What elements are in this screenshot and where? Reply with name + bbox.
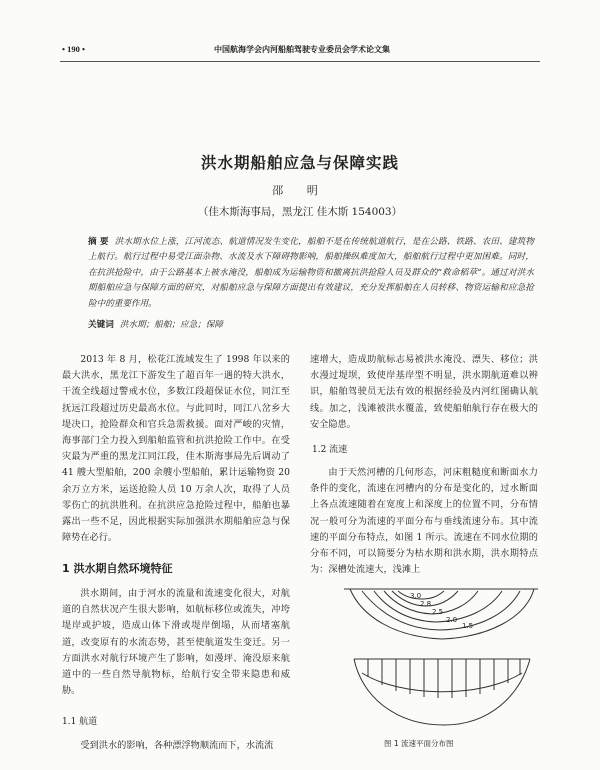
article-author: 邵 明 (272, 184, 328, 197)
page-number: • 190 • (62, 44, 85, 54)
header-rule (60, 61, 540, 62)
section-1-2-paragraph: 由于天然河槽的几何形态，河床粗糙度和断面水力条件的变化，流速在河槽内的分布是变化的，过水断面上各点流速随着在宽度上和深度上的位置不同，分布情况一般可分为流速的平面分布与垂线流速分布。其中流速的平面分布特点，如图 1 所示。流速在不同水位期的分布不同，可以简要分为枯水期和洪水期，洪水期特点为：深槽处流速大，浅滩上 (310, 467, 538, 576)
section-1-heading: 1 洪水期自然环境特征 (62, 562, 173, 575)
article-title: 洪水期船舶应急与保障实践 (200, 154, 399, 172)
keywords-text: 洪水期；船舶；应急；保障 (119, 320, 223, 330)
page-header (62, 44, 540, 58)
contour-label: 1.5 (462, 622, 474, 630)
intro-paragraph: 2013 年 8 月，松花江流域发生了 1998 年以来的最大洪水，黑龙江下游发生了超百年一遇的特大洪水，干流全线超过警戒水位，多数江段超保证水位，同江至抚远江段超过历史最高水位。与此同时，同江八岔乡大堤决口，抢险群众和官兵急需救援。面对严峻的灾情，海事部门全力投入到船舶监管和抗洪抢险工作中。在受灾最为严重的黑龙江同江段，佳木斯海事局先后调动了 41 艘大型船舶，200 余艘小型船舶，累计运输物资 20 余万立方米，运送抢险人员 10 万余人次，取得了人员零伤亡的抗洪胜利。在抗洪应急抢险过程中，船舶也暴露出一些不足，因此根据实际加强洪水期船舶应急与保障势在必行。 (62, 354, 290, 544)
right-column-top (310, 352, 538, 433)
author-affiliation: （佳木斯海事局，黑龙江 佳木斯 154003） (197, 206, 403, 218)
left-column-intro (62, 352, 290, 546)
left-column-section1 (62, 586, 290, 699)
velocity-profile (354, 659, 530, 725)
right-column-section12 (310, 465, 538, 578)
continuation-paragraph: 速增大，造成助航标志易被洪水淹没、漂失、移位；洪水漫过堤坝，致使岸基岸型不明显，洪水期航道难以辨识，船舶驾驶员无法有效的根据经验及内河红图确认航线。加之，浅滩被洪水覆盖，致使船舶航行存在极大的安全隐患。 (310, 354, 538, 430)
left-column-tail (62, 738, 290, 754)
section-1-paragraph: 洪水期间，由于河水的流量和流速变化很大，对航道的自然状况产生很大影响，如航标移位或流失，冲垮堤岸或护坡，造成山体下滑或堤岸倒塌，从而堵塞航道，改变原有的水流态势，甚至使航道发生变迁。另一方面洪水对航行环境产生了影响，如漫坪、淹没原来航道中的一些自然导航物标，给航行安全带来隐患和威胁。 (62, 588, 290, 697)
keywords (88, 318, 534, 330)
flow-velocity-figure (340, 585, 540, 730)
abstract-label: 摘 要 (88, 237, 109, 247)
contour-label: 3.0 (410, 592, 422, 600)
contour-label: 2.8 (420, 600, 432, 608)
contour-label: 2.0 (446, 616, 458, 624)
velocity-distribution-curve (362, 673, 522, 692)
subsection-1-1-heading: 1.1 航道 (62, 717, 98, 727)
subsection-1-2-heading: 1.2 流速 (312, 445, 348, 455)
figure-caption: 图 1 流速平面分布图 (384, 739, 454, 748)
abstract (88, 235, 534, 312)
contour-labels (410, 592, 473, 630)
keywords-label: 关键词 (88, 320, 114, 330)
abstract-text: 洪水期水位上涨，江河流态、航道情况发生变化，船舶不是在传统航道航行，是在公路、铁路、农田、建筑物上航行。航行过程中易受江面杂物、水流及水下障碍物影响，船舶操纵难度加大，船舶航行过程中更加困难。同时，在抗洪抢险中，由于公路基本上被水淹没，船舶成为运输物资和撤离抗洪抢险人员及群众的“救命稻草”。通过对洪水期船舶应急与保障方面的研究，对船舶应急与保障方面提出有效建议，充分发挥船舶在人员转移、物资运输和应急抢险中的重要作用。 (88, 237, 534, 309)
running-title: 中国航海学会内河船舶驾驶专业委员会学术论文集 (214, 45, 390, 54)
subsection-1-1-text: 受到洪水的影响，各种漂浮物顺流而下，水流流 (80, 740, 274, 751)
contour-label: 2.5 (432, 608, 444, 616)
